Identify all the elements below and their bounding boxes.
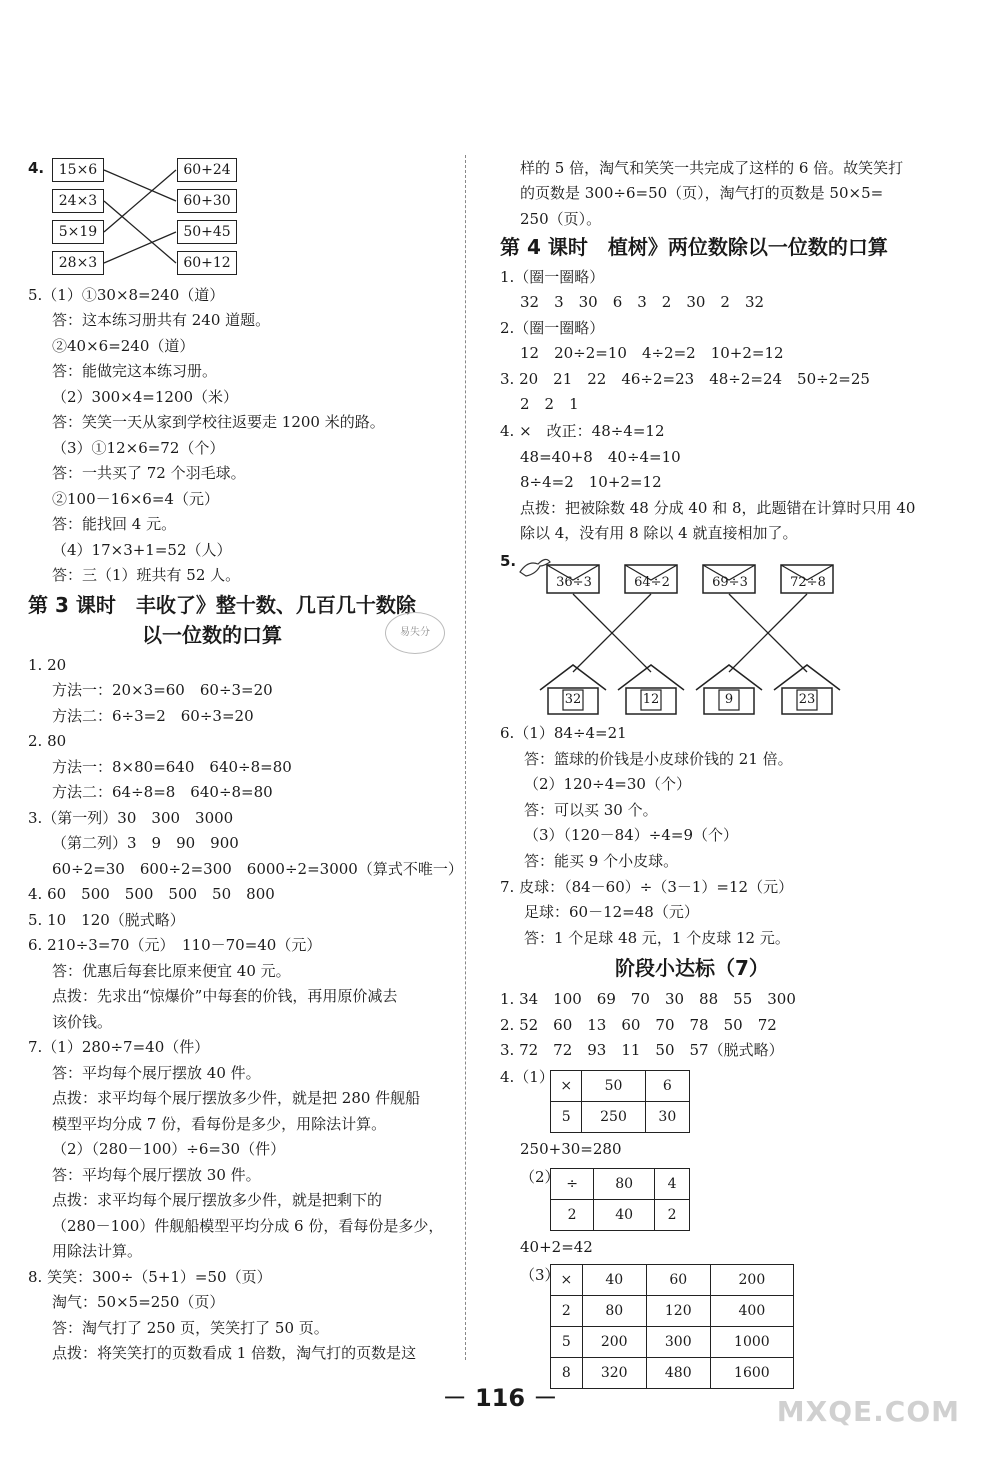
table-cell: 6 [645, 1071, 689, 1102]
question-number: 5. [500, 552, 517, 570]
table-cell: 5 [551, 1327, 583, 1358]
answer-line: 点拨：把被除数 48 分成 40 和 8，此题错在计算时只用 40 [520, 499, 916, 517]
answer-line: （3） [520, 1266, 560, 1284]
answer-line: 答：平均每个展厅摆放 30 件。 [52, 1166, 261, 1184]
match-right-box: 60+30 [177, 189, 237, 213]
table-row [551, 1169, 690, 1200]
answer-line: 6.（1）84÷4=21 [500, 724, 627, 742]
answer-line: 方法二：6÷3=2 60÷3=20 [52, 707, 254, 725]
table-cell: 8 [551, 1358, 583, 1389]
answer-line: 2. 80 [28, 732, 67, 750]
table-cell: 300 [646, 1327, 710, 1358]
watermark: MXQE.COM [776, 1395, 960, 1428]
envelope-label: 36÷3 [556, 575, 592, 590]
table-row [551, 1296, 794, 1327]
answer-line: 该价钱。 [52, 1013, 113, 1031]
answer-line: 点拨：求平均每个展厅摆放多少件，就是把 280 件舰船 [52, 1089, 421, 1107]
table-cell: 1000 [710, 1327, 793, 1358]
table-row [551, 1265, 794, 1296]
house-label: 23 [798, 692, 816, 707]
answer-line: 样的 5 倍，淘气和笑笑一共完成了这样的 6 倍。故笑笑打 [520, 159, 904, 177]
answer-line: （2）（280－100）÷6=30（件） [52, 1140, 286, 1158]
table-row [551, 1071, 690, 1102]
answer-line: 48=40+8 40÷4=10 [520, 448, 681, 466]
table-cell: 2 [551, 1296, 583, 1327]
table-cell: 250 [582, 1102, 645, 1133]
answer-line: 250（页）。 [520, 210, 602, 228]
answer-line: 2. 52 60 13 60 70 78 50 72 [500, 1016, 777, 1034]
answer-line: 答：这本练习册共有 240 道题。 [52, 311, 271, 329]
answer-line: 答：能做完这本练习册。 [52, 362, 218, 380]
answer-line: 方法二：64÷8=8 640÷8=80 [52, 783, 273, 801]
lesson-heading: 第 3 课时 丰收了》整十数、几百几十数除 [28, 593, 416, 617]
answer-line: 250+30=280 [520, 1140, 622, 1158]
table-cell: 400 [710, 1296, 793, 1327]
answer-line: 4.（1） [500, 1068, 554, 1086]
table-cell: 4 [655, 1169, 690, 1200]
table-cell: ÷ [551, 1169, 594, 1200]
answer-line: 8÷4=2 10+2=12 [520, 473, 662, 491]
answer-line: 点拨：将笑笑打的页数看成 1 倍数，淘气打的页数是这 [52, 1344, 417, 1362]
answer-line: 1. 20 [28, 656, 67, 674]
answer-line: 答：篮球的价钱是小皮球价钱的 21 倍。 [524, 750, 793, 768]
answer-line: 5.（1）①30×8=240（道） [28, 286, 225, 304]
answer-line: 答：能找回 4 元。 [52, 515, 177, 533]
question-number: 4. [28, 159, 45, 177]
answer-line: （2）120÷4=30（个） [524, 775, 691, 793]
answer-line: 用除法计算。 [52, 1242, 143, 1260]
answer-line: （4）17×3+1=52（人） [52, 541, 232, 559]
table-row [551, 1200, 690, 1231]
answer-line: 4. × 改正：48÷4=12 [500, 422, 665, 440]
house-label: 9 [724, 692, 734, 707]
answer-line: 模型平均分成 7 份，看每份是多少，用除法计算。 [52, 1115, 387, 1133]
answer-line: 2.（圈一圈略） [500, 319, 605, 337]
answer-line: 答：可以买 30 个。 [524, 801, 658, 819]
answer-line: （2） [520, 1168, 560, 1186]
answer-line: （3）（120－84）÷4=9（个） [524, 826, 738, 844]
answer-line: 8. 笑笑：300÷（5+1）=50（页） [28, 1268, 272, 1286]
answer-line: （第二列）3 9 90 900 [52, 834, 239, 852]
answer-line: （2）300×4=1200（米） [52, 388, 239, 406]
answer-line: 1.（圈一圈略） [500, 268, 605, 286]
table-cell: 50 [582, 1071, 645, 1102]
answer-line: 3.（第一列）30 300 3000 [28, 809, 234, 827]
lesson-heading: 第 4 课时 植树》两位数除以一位数的口算 [500, 235, 888, 259]
table-cell: 1600 [710, 1358, 793, 1389]
table-cell: 120 [646, 1296, 710, 1327]
page-number: － 116 － [442, 1384, 558, 1412]
match-left-box: 15×6 [52, 158, 104, 182]
lesson-heading-line2: 以一位数的口算 [142, 623, 282, 647]
answer-line: 的页数是 300÷6=50（页），淘气打的页数是 50×5= [520, 184, 884, 202]
answer-line: 答：淘气打了 250 页，笑笑打了 50 页。 [52, 1319, 329, 1337]
table-1 [550, 1070, 690, 1133]
table-cell: 2 [655, 1200, 690, 1231]
section-title: 阶段小达标（7） [615, 956, 769, 980]
answer-line: （3）①12×6=72（个） [52, 439, 225, 457]
answer-line: ②100－16×6=4（元） [52, 490, 219, 508]
answer-line: 答：1 个足球 48 元，1 个皮球 12 元。 [524, 929, 790, 947]
house-label: 12 [642, 692, 660, 707]
match-right-box: 60+24 [177, 158, 237, 182]
answer-line: 7. 皮球：（84－60）÷（3－1）=12（元） [500, 878, 794, 896]
table-row [551, 1327, 794, 1358]
match-right-box: 60+12 [177, 251, 237, 275]
answer-line: 答：笑笑一天从家到学校往返要走 1200 米的路。 [52, 413, 385, 431]
table-cell: 30 [645, 1102, 689, 1133]
table-cell: 480 [646, 1358, 710, 1389]
table-cell: 60 [646, 1265, 710, 1296]
answer-line: 答：能买 9 个小皮球。 [524, 852, 679, 870]
envelope-label: 64÷2 [634, 575, 670, 590]
answer-line: 3. 20 21 22 46÷2=23 48÷2=24 50÷2=25 [500, 370, 870, 388]
answer-line: 答：三（1）班共有 52 人。 [52, 566, 241, 584]
answer-line: ②40×6=240（道） [52, 337, 195, 355]
envelope-label: 72÷8 [790, 575, 826, 590]
table-row [551, 1102, 690, 1133]
answer-line: 32 3 30 6 3 2 30 2 32 [520, 293, 765, 311]
answer-line: 40+2=42 [520, 1238, 593, 1256]
envelope-house-diagram [0, 0, 1, 1]
table-2 [550, 1168, 690, 1231]
answer-line: 6. 210÷3=70（元） 110－70=40（元） [28, 936, 322, 954]
table-cell: 40 [582, 1265, 646, 1296]
stamp-badge: 易失分 [385, 612, 445, 654]
answer-line: 点拨：先求出“惊爆价”中每套的价钱，再用原价减去 [52, 987, 398, 1005]
answer-line: 4. 60 500 500 500 50 800 [28, 885, 275, 903]
answer-line: 答：优惠后每套比原来便宜 40 元。 [52, 962, 291, 980]
table-cell: 80 [594, 1169, 655, 1200]
answer-line: 方法一：20×3=60 60÷3=20 [52, 681, 273, 699]
table-3 [550, 1264, 794, 1389]
answer-line: 点拨：求平均每个展厅摆放多少件，就是把剩下的 [52, 1191, 383, 1209]
table-cell: 320 [582, 1358, 646, 1389]
table-cell: 5 [551, 1102, 582, 1133]
match-left-box: 28×3 [52, 251, 104, 275]
table-cell: 2 [551, 1200, 594, 1231]
answer-line: 方法一：8×80=640 640÷8=80 [52, 758, 292, 776]
answer-line: 7.（1）280÷7=40（件） [28, 1038, 210, 1056]
answer-line: 除以 4，没有用 8 除以 4 就直接相加了。 [520, 524, 798, 542]
answer-line: 答：平均每个展厅摆放 40 件。 [52, 1064, 261, 1082]
table-cell: × [551, 1071, 582, 1102]
answer-line: 足球：60－12=48（元） [524, 903, 699, 921]
answer-line: 2 2 1 [520, 395, 579, 413]
answer-line: 12 20÷2=10 4÷2=2 10+2=12 [520, 344, 784, 362]
table-cell: × [551, 1265, 583, 1296]
match-left-box: 24×3 [52, 189, 104, 213]
table-cell: 40 [594, 1200, 655, 1231]
envelope-label: 69÷3 [712, 575, 748, 590]
table-cell: 80 [582, 1296, 646, 1327]
answer-line: （280－100）件舰船模型平均分成 6 份，看每份是多少， [52, 1217, 444, 1235]
answer-line: 答：一共买了 72 个羽毛球。 [52, 464, 246, 482]
answer-line: 5. 10 120（脱式略） [28, 911, 185, 929]
answer-line: 淘气：50×5=250（页） [52, 1293, 225, 1311]
column-divider [465, 155, 467, 1360]
match-right-box: 50+45 [177, 220, 237, 244]
table-cell: 200 [710, 1265, 793, 1296]
table-cell: 200 [582, 1327, 646, 1358]
answer-line: 60÷2=30 600÷2=300 6000÷2=3000（算式不唯一） [52, 860, 463, 878]
match-left-box: 5×19 [52, 220, 104, 244]
answer-line: 1. 34 100 69 70 30 88 55 300 [500, 990, 796, 1008]
answer-line: 3. 72 72 93 11 50 57（脱式略） [500, 1041, 784, 1059]
house-label: 32 [564, 692, 582, 707]
